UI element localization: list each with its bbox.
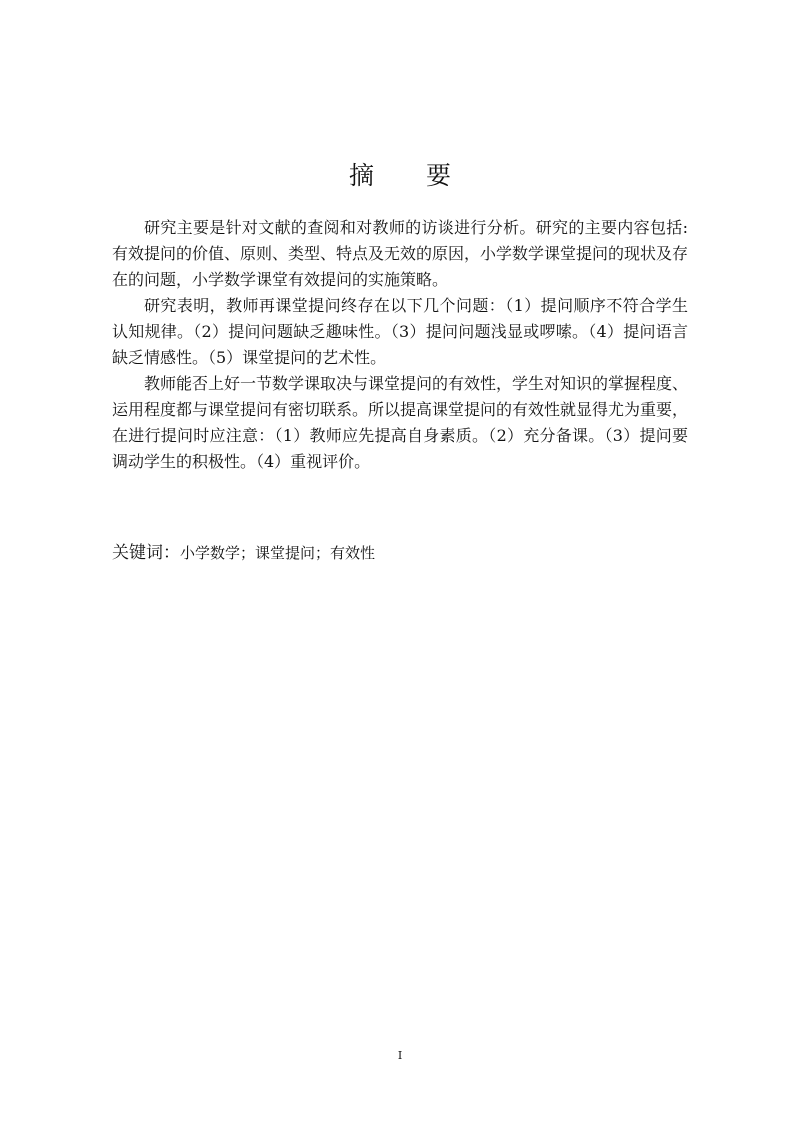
page-number: I	[397, 1049, 403, 1062]
keywords-label: 关键词：	[112, 543, 180, 563]
keywords-value: 小学数学；课堂提问；有效性	[180, 544, 376, 562]
keywords-line	[112, 540, 688, 566]
abstract-paragraph-1: 研究主要是针对文献的查阅和对教师的访谈进行分析。研究的主要内容包括:有效提问的价值、原则、类型、特点及无效的原因，小学数学课堂提问的现状及存在的问题，小学数学课堂有效提问的实施策略。	[112, 218, 689, 289]
abstract-title: 摘 要	[349, 161, 473, 190]
abstract-paragraph-2: 研究表明，教师再课堂提问终存在以下几个问题：（1）提问顺序不符合学生认知规律。（2）提问问题缺乏趣味性。（3）提问问题浅显或啰嗦。（4）提问语言缺乏情感性。（5）课堂提问的艺术性。	[112, 296, 688, 367]
abstract-body	[112, 215, 688, 475]
abstract-paragraph-3: 教师能否上好一节数学课取决与课堂提问的有效性，学生对知识的掌握程度、运用程度都与课堂提问有密切联系。所以提高课堂提问的有效性就显得尤为重要，在进行提问时应注意：（1）教师应先提高自身素质。（2）充分备课。（3）提问要调动学生的积极性。（4）重视评价。	[112, 374, 689, 471]
